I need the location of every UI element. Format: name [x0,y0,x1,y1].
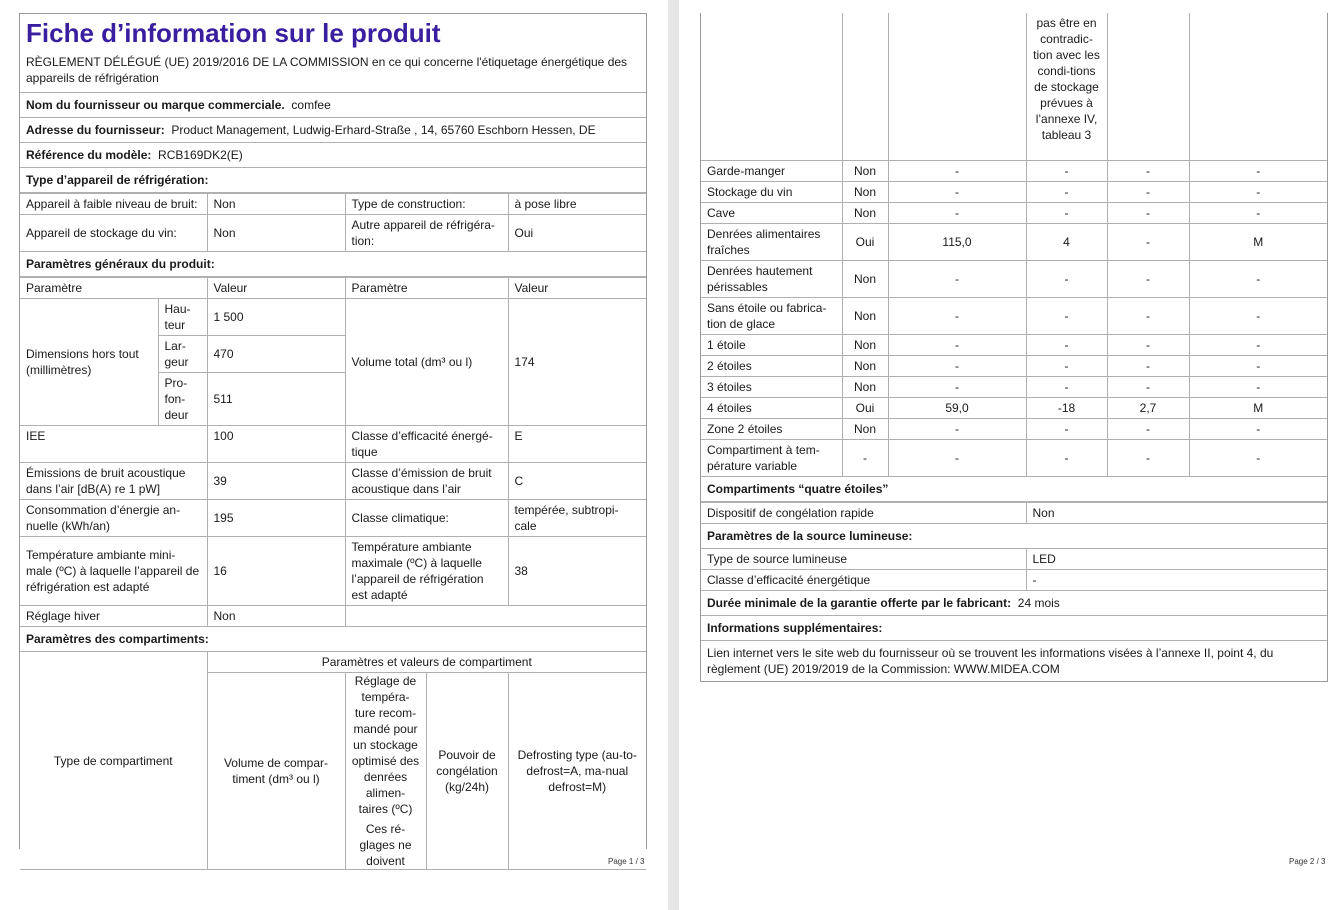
regulation-text: RÈGLEMENT DÉLÉGUÉ (UE) 2019/2016 DE LA COMMISSION en ce qui concerne l'étiquetage énergétique des appareils de réfrigération [20,50,646,93]
compartment-freezing-capacity: - [1107,202,1189,223]
compartment-defrost-type: M [1189,397,1327,418]
compartment-volume: 115,0 [888,223,1026,260]
table-row [701,355,1327,376]
appliance-type-table [20,193,646,252]
compartment-present: Non [842,181,888,202]
compartment-defrost-type: - [1189,181,1327,202]
compartment-volume: - [888,160,1026,181]
construction-value: à pose libre [508,194,646,215]
consumption-value: 195 [207,500,345,537]
compartment-defrost-type: - [1189,355,1327,376]
climate-value: tempérée, subtropi-cale [508,500,646,537]
compartment-defrost-type: - [1189,439,1327,476]
compartment-present: Non [842,334,888,355]
compartment-name: Denrées hautement périssables [701,260,842,297]
iee-label: IEE [20,426,207,463]
compartment-present: Non [842,202,888,223]
comp-temp-header [345,673,426,870]
compartment-freezing-capacity: - [1107,439,1189,476]
extra-info-text: Lien internet vers le site web du fournisseur où se trouvent les informations visées à l’annexe II, point 4, du règlement (UE) 2019/2019 de la Commission: WWW.MIDEA.COM [707,645,1274,676]
four-star-heading: Compartiments “quatre étoiles” [701,477,1327,502]
warranty-label: Durée minimale de la garantie offerte par le fabricant: [707,595,1012,610]
noise-class-value: C [508,463,646,500]
tmin-label: Température ambiante mini-male (ºC) à laquelle l’appareil de réfrigération est adapté [20,537,207,606]
empty-cell [842,13,888,160]
table-row [701,418,1327,439]
compartment-name: Compartiment à tem-pérature variable [701,439,842,476]
compartment-freezing-capacity: - [1107,160,1189,181]
compartment-volume: - [888,334,1026,355]
noise-label: Émissions de bruit acoustique dans l’air [dB(A) re 1 pW] [20,463,207,500]
empty-cell [1189,13,1327,160]
compartment-name: 4 étoiles [701,397,842,418]
volume-label: Volume total (dm³ ou l) [345,299,508,426]
compartment-present: Non [842,376,888,397]
tmax-value: 38 [508,537,646,606]
page-number: Page 1 / 3 [608,857,645,866]
model-label: Référence du modèle: [26,148,152,162]
compartment-volume: - [888,355,1026,376]
compartment-name: Sans étoile ou fabrica-tion de glace [701,297,842,334]
compartment-name: Cave [701,202,842,223]
compartment-freezing-capacity: - [1107,297,1189,334]
compartment-freezing-capacity: - [1107,418,1189,439]
table-row [701,223,1327,260]
depth-label: Pro-fon-deur [158,373,207,426]
height-value: 1 500 [207,299,345,336]
fast-freeze-label: Dispositif de congélation rapide [701,502,1026,523]
supplier-value: comfee [291,98,331,112]
product-sheet-frame-continued [700,13,1328,682]
compartment-freezing-capacity: - [1107,334,1189,355]
compartment-header-table [20,651,646,870]
depth-value: 511 [207,373,345,426]
compartment-defrost-type: - [1189,376,1327,397]
tmin-value: 16 [207,537,345,606]
compartment-volume: - [888,260,1026,297]
address-row [20,118,646,143]
comp-freeze-header: Pouvoir de congélation (kg/24h) [426,673,508,870]
model-value: RCB169DK2(E) [158,148,243,162]
compartment-volume: - [888,181,1026,202]
table-row [701,297,1327,334]
general-params-table [20,277,646,627]
table-row [701,439,1327,476]
volume-value: 174 [508,299,646,426]
width-value: 470 [207,336,345,373]
winter-label: Réglage hiver [20,606,207,627]
height-label: Hau-teur [158,299,207,336]
compartment-temperature: - [1026,376,1107,397]
low-noise-label: Appareil à faible niveau de bruit: [20,194,207,215]
noise-value: 39 [207,463,345,500]
winter-value: Non [207,606,345,627]
light-type-value: LED [1026,549,1327,570]
compartment-name: Garde-manger [701,160,842,181]
light-efficiency-label: Classe d’efficacité énergétique [701,569,1026,590]
light-efficiency-value: - [1026,569,1327,590]
compartment-volume: - [888,376,1026,397]
compartment-freezing-capacity: - [1107,376,1189,397]
comp-volume-header: Volume de compar-timent (dm³ ou l) [207,673,345,870]
compartment-present: Non [842,297,888,334]
compartment-defrost-type: - [1189,334,1327,355]
compartment-present: Oui [842,223,888,260]
compartment-name: Zone 2 étoiles [701,418,842,439]
table-row [701,376,1327,397]
compartment-temperature: - [1026,297,1107,334]
empty-cell [888,13,1026,160]
compartment-defrost-type: - [1189,418,1327,439]
compartment-present: Non [842,260,888,297]
compartment-rows [701,160,1327,476]
light-type-label: Type de source lumineuse [701,549,1026,570]
table-row [701,181,1327,202]
light-table [701,549,1327,591]
compartment-present: - [842,439,888,476]
compartment-present: Oui [842,397,888,418]
model-row [20,143,646,168]
width-label: Lar-geur [158,336,207,373]
supplier-label: Nom du fournisseur ou marque commerciale. [26,98,285,112]
consumption-label: Consommation d’énergie an-nuelle (kWh/an) [20,500,207,537]
comp-temp-header-text: Réglage de tempéra-ture recom-mandé pour un stockage optimisé des denrées alimen-taires (ºC) [351,674,420,816]
address-value: Product Management, Ludwig-Erhard-Straße , 14, 65760 Eschborn Hessen, DE [171,123,596,137]
climate-label: Classe climatique: [345,500,508,537]
table-row [701,202,1327,223]
page-1 [0,0,668,910]
comp-heading: Paramètres des compartiments: [26,632,209,646]
low-noise-value: Non [207,194,345,215]
table-row [701,160,1327,181]
address-label: Adresse du fournisseur: [26,123,165,137]
wine-value: Non [207,215,345,252]
tmax-label: Température ambiante maximale (ºC) à laquelle l’appareil de réfrigération est adapté [345,537,508,606]
efficiency-class-label: Classe d’efficacité énergé-tique [345,426,508,463]
compartment-temperature: - [1026,181,1107,202]
compartment-defrost-type: M [1189,223,1327,260]
page-number: Page 2 / 3 [1289,857,1326,866]
compartment-name: Denrées alimentaires fraîches [701,223,842,260]
other-value: Oui [508,215,646,252]
compartment-volume: - [888,418,1026,439]
efficiency-class-value: E [508,426,646,463]
comp-temp-note: Ces ré-glages ne doivent [359,822,412,868]
compartment-name: 3 étoiles [701,376,842,397]
col-param-header: Paramètre [345,278,508,299]
comp-defrost-header: Defrosting type (au-to-defrost=A, ma-nual defrost=M) [508,673,646,870]
supplier-row [20,93,646,118]
comp-params-header: Paramètres et valeurs de compartiment [207,652,646,673]
warranty-row [701,591,1327,616]
compartment-present: Non [842,418,888,439]
noise-class-label: Classe d’émission de bruit acoustique dans l’air [345,463,508,500]
compartment-defrost-type: - [1189,260,1327,297]
dimensions-label: Dimensions hors tout (millimètres) [20,299,158,426]
compartment-temperature: - [1026,355,1107,376]
fast-freeze-table [701,502,1327,524]
col-value-header: Valeur [207,278,345,299]
empty-cell [1107,13,1189,160]
compartment-volume: - [888,202,1026,223]
compartments-table [701,13,1327,477]
col-value-header: Valeur [508,278,646,299]
compartment-name: 1 étoile [701,334,842,355]
iee-value: 100 [207,426,345,463]
empty-cell [701,13,842,160]
table-row [701,260,1327,297]
page-title: Fiche d’information sur le produit [26,18,441,48]
comp-type-header: Type de compartiment [20,652,207,870]
compartment-temperature: - [1026,160,1107,181]
table-row [701,334,1327,355]
light-heading: Paramètres de la source lumineuse: [701,524,1327,549]
comp-temp-note-continued: pas être en contradic-tion avec les condi-tions de stockage prévues à l’annexe IV, tableau 3 [1026,13,1107,160]
compartment-temperature: - [1026,439,1107,476]
table-row [701,397,1327,418]
extra-heading: Informations supplémentaires: [701,616,1327,641]
compartment-temperature: - [1026,202,1107,223]
page-2 [679,0,1342,910]
other-label: Autre appareil de réfrigéra-tion: [345,215,508,252]
compartment-temperature: - [1026,260,1107,297]
compartment-freezing-capacity: - [1107,181,1189,202]
fast-freeze-value: Non [1026,502,1327,523]
construction-label: Type de construction: [345,194,508,215]
compartment-name: 2 étoiles [701,355,842,376]
compartment-defrost-type: - [1189,160,1327,181]
empty-cell [345,606,646,627]
compartment-volume: - [888,439,1026,476]
compartment-name: Stockage du vin [701,181,842,202]
col-param-header: Paramètre [20,278,207,299]
compartment-temperature: - [1026,418,1107,439]
compartment-volume: 59,0 [888,397,1026,418]
compartment-defrost-type: - [1189,202,1327,223]
compartment-freezing-capacity: 2,7 [1107,397,1189,418]
compartment-freezing-capacity: - [1107,260,1189,297]
compartment-defrost-type: - [1189,297,1327,334]
compartment-temperature: 4 [1026,223,1107,260]
compartment-temperature: -18 [1026,397,1107,418]
type-heading: Type d’appareil de réfrigération: [20,168,646,193]
compartment-temperature: - [1026,334,1107,355]
compartment-freezing-capacity: - [1107,223,1189,260]
general-heading: Paramètres généraux du produit: [20,252,646,277]
compartment-volume: - [888,297,1026,334]
warranty-value: 24 mois [1017,595,1060,610]
wine-label: Appareil de stockage du vin: [20,215,207,252]
compartment-present: Non [842,355,888,376]
compartment-freezing-capacity: - [1107,355,1189,376]
compartment-present: Non [842,160,888,181]
